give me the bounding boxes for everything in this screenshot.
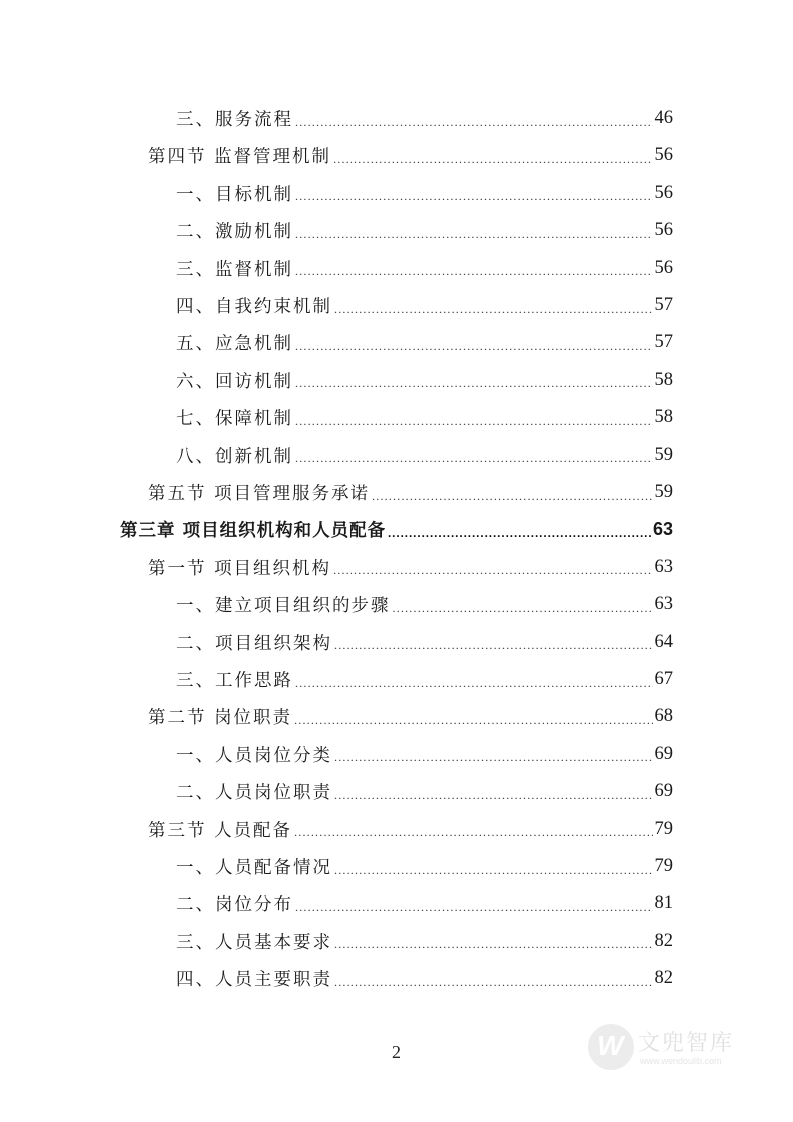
toc-entry[interactable] [148, 698, 673, 735]
toc-entry[interactable] [176, 773, 673, 810]
toc-entry-page: 67 [654, 669, 673, 689]
toc-entry-page: 63 [654, 594, 673, 615]
toc-entry-label: 一、建立项目组织的步骤 [176, 596, 391, 617]
toc-entry-page: 82 [654, 968, 673, 989]
toc-entry[interactable] [176, 661, 673, 698]
toc-entry-page: 56 [654, 220, 673, 241]
dot-leader [295, 223, 653, 243]
toc-entry-label: 一、目标机制 [176, 184, 293, 205]
toc-entry-page: 59 [654, 482, 673, 502]
toc-entry-label: 四、人员主要职责 [176, 970, 332, 991]
dot-leader [295, 372, 653, 392]
toc-entry-page: 56 [654, 145, 673, 166]
dot-leader [372, 485, 652, 505]
toc-entry[interactable] [176, 437, 673, 474]
toc-entry-page: 63 [654, 556, 673, 577]
toc-entry-page: 58 [654, 369, 673, 390]
dot-leader [334, 784, 653, 804]
toc-entry-page: 64 [654, 631, 673, 652]
toc-entry-page: 82 [654, 930, 673, 951]
toc-entry[interactable] [176, 324, 673, 361]
toc-entry[interactable] [176, 250, 673, 287]
toc-entry[interactable] [148, 549, 673, 586]
toc-entry-label: 二、岗位分布 [176, 895, 293, 916]
toc-entry[interactable] [176, 960, 673, 997]
toc-entry-label: 七、保障机制 [176, 409, 293, 430]
page-number: 2 [392, 1042, 401, 1062]
dot-leader [295, 260, 653, 280]
toc-entry-label: 三、人员基本要求 [176, 932, 332, 953]
dot-leader [334, 933, 653, 953]
toc-entry-label: 五、应急机制 [176, 334, 293, 355]
toc-entry[interactable] [148, 137, 673, 174]
dot-leader [294, 821, 652, 841]
dot-leader [294, 709, 652, 729]
toc-entry-page: 59 [654, 444, 673, 465]
toc-chapter-entry[interactable] [120, 511, 673, 548]
dot-leader [334, 859, 653, 879]
toc-entry[interactable] [176, 100, 673, 137]
toc-entry-label: 第三节 人员配备 [148, 820, 293, 841]
toc-entry-label: 二、项目组织架构 [176, 633, 332, 654]
dot-leader [388, 522, 651, 542]
toc-entry[interactable] [176, 362, 673, 399]
toc-entry-page: 58 [654, 407, 673, 428]
dot-leader [334, 634, 653, 654]
toc-entry-label: 二、人员岗位职责 [176, 783, 332, 804]
dot-leader [334, 971, 653, 991]
toc-entry[interactable] [176, 848, 673, 885]
toc-entry-page: 46 [654, 108, 673, 128]
toc-entry-page: 63 [652, 519, 673, 540]
toc-entry[interactable] [176, 399, 673, 436]
toc-entry[interactable] [176, 885, 673, 922]
dot-leader [295, 447, 653, 467]
dot-leader [333, 148, 652, 168]
dot-leader [295, 335, 653, 355]
toc-entry-label: 第二节 岗位职责 [148, 708, 293, 729]
toc-entry[interactable] [176, 923, 673, 960]
dot-leader [333, 559, 652, 579]
toc-entry-page: 56 [654, 257, 673, 278]
toc-entry[interactable] [176, 624, 673, 661]
toc-entry-page: 56 [654, 182, 673, 203]
dot-leader [295, 185, 653, 205]
dot-leader [295, 410, 653, 430]
toc-entry-label: 一、人员岗位分类 [176, 745, 332, 766]
toc-entry-label: 第五节 项目管理服务承诺 [148, 484, 371, 504]
watermark [588, 1020, 768, 1080]
dot-leader [295, 111, 653, 131]
toc-entry-label: 第一节 项目组织机构 [148, 558, 332, 579]
toc-entry-page: 79 [654, 818, 673, 839]
watermark-logo-icon [588, 1024, 634, 1070]
toc-entry[interactable] [148, 474, 673, 511]
toc-entry[interactable] [176, 175, 673, 212]
toc-entry-label: 四、自我约束机制 [176, 297, 332, 317]
toc-entry-label: 三、工作思路 [176, 671, 293, 691]
toc-entry-page: 57 [654, 295, 673, 315]
toc-entry-label: 第四节 监督管理机制 [148, 147, 332, 168]
watermark-title: 文兜智库 [638, 1031, 735, 1056]
toc-entry-label: 二、激励机制 [176, 222, 293, 243]
dot-leader [334, 298, 653, 318]
dot-leader [334, 746, 653, 766]
toc-entry-label: 八、创新机制 [176, 446, 293, 467]
toc-entry-page: 79 [654, 856, 673, 876]
toc-entry-label: 三、服务流程 [176, 110, 293, 130]
toc-entry-label: 第三章 项目组织机构和人员配备 [120, 521, 387, 542]
toc-entry[interactable] [176, 736, 673, 773]
toc-entry-page: 81 [654, 893, 673, 914]
toc-entry-page: 69 [654, 781, 673, 802]
toc-entry-page: 68 [654, 706, 673, 727]
toc-entry-label: 六、回访机制 [176, 371, 293, 392]
toc-entry-label: 三、监督机制 [176, 259, 293, 280]
toc-entry-page: 57 [654, 332, 673, 353]
toc-entry-page: 69 [654, 743, 673, 764]
dot-leader [393, 597, 653, 617]
toc-entry[interactable] [176, 586, 673, 623]
toc-entry[interactable] [176, 212, 673, 249]
toc-entry[interactable] [176, 287, 673, 324]
watermark-url: www.wendoulib.com [640, 1056, 722, 1066]
toc-entry-label: 一、人员配备情况 [176, 858, 332, 878]
dot-leader [295, 896, 653, 916]
dot-leader [295, 672, 653, 692]
toc-entry[interactable] [148, 811, 673, 848]
